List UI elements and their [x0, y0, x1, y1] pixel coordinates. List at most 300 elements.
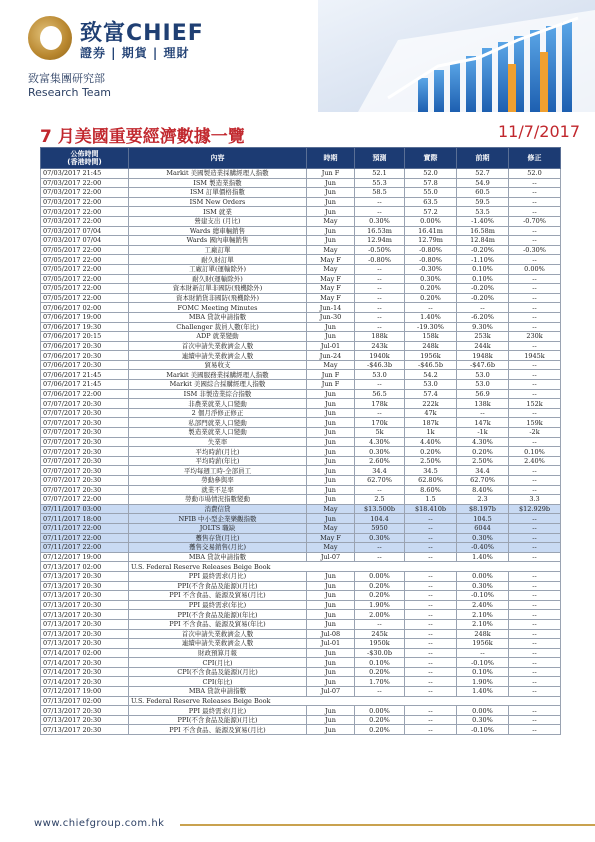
table-cell: 0.00%: [405, 216, 457, 226]
table-cell: 152k: [509, 399, 561, 409]
table-cell: 187k: [405, 418, 457, 428]
table-row: [41, 399, 561, 409]
table-cell: 07/13/2017 20:30: [41, 600, 129, 610]
table-cell: 2.50%: [457, 456, 509, 466]
table-row: [41, 389, 561, 399]
table-cell: 07/05/2017 22:00: [41, 255, 129, 265]
table-cell: 首次申請失業救濟金人數: [129, 341, 307, 351]
table-cell: --: [355, 408, 405, 418]
table-cell: 0.20%: [405, 447, 457, 457]
department-name-en: Research Team: [28, 86, 112, 99]
table-cell: May: [307, 245, 355, 255]
table-cell: PPI 最終需求(月比): [129, 706, 307, 716]
table-cell: Jun: [307, 456, 355, 466]
table-cell: Markit 美國服務業採購經理人指數: [129, 370, 307, 380]
table-cell: --: [405, 658, 457, 668]
table-cell: 0.00%: [355, 706, 405, 716]
table-cell: 07/14/2017 20:30: [41, 667, 129, 677]
table-cell: -0.80%: [405, 255, 457, 265]
table-cell: 07/06/2017 19:00: [41, 312, 129, 322]
table-cell: --: [355, 303, 405, 313]
table-cell: 07/06/2017 20:30: [41, 341, 129, 351]
table-cell: --: [509, 389, 561, 399]
table-row: [41, 312, 561, 322]
table-cell: --: [355, 293, 405, 303]
table-cell: PPI 最終需求(月比): [129, 571, 307, 581]
table-row: [41, 293, 561, 303]
economic-data-table: [40, 147, 561, 735]
table-cell: 0.20%: [355, 581, 405, 591]
table-cell: Jun: [307, 447, 355, 457]
table-cell: 07/03/2017 07/04: [41, 236, 129, 246]
table-cell: -0.30%: [405, 264, 457, 274]
table-cell: 16.41m: [405, 226, 457, 236]
table-cell: 0.30%: [457, 715, 509, 725]
table-cell: 3.3: [509, 495, 561, 505]
page-title: 7 月美國重要經濟數據一覽: [40, 127, 245, 147]
table-cell: 07/13/2017 20:30: [41, 581, 129, 591]
table-cell: Jun: [307, 677, 355, 687]
table-cell: 07/11/2017 22:00: [41, 543, 129, 553]
table-cell: PPI(不含食品及能源)(年比): [129, 610, 307, 620]
table-cell: ISM 就業: [129, 207, 307, 217]
table-cell: 62.70%: [457, 476, 509, 486]
table-cell: --: [509, 255, 561, 265]
table-cell: Jun: [307, 437, 355, 447]
table-row: [41, 533, 561, 543]
table-row: [41, 543, 561, 553]
table-cell: Jun: [307, 466, 355, 476]
table-cell: 248k: [457, 629, 509, 639]
table-cell: 222k: [405, 399, 457, 409]
table-cell: 07/13/2017 20:30: [41, 706, 129, 716]
table-row: [41, 466, 561, 476]
table-cell: --: [509, 533, 561, 543]
table-cell: -0.10%: [457, 725, 509, 735]
table-cell: 62.70%: [355, 476, 405, 486]
table-row: [41, 197, 561, 207]
header-forecast: 預測: [355, 148, 405, 169]
table-cell: May: [307, 216, 355, 226]
table-cell: 07/13/2017 20:30: [41, 571, 129, 581]
table-cell: 07/06/2017 20:30: [41, 351, 129, 361]
table-cell: --: [509, 341, 561, 351]
table-cell: -0.80%: [355, 255, 405, 265]
table-cell: 59.5: [457, 197, 509, 207]
table-cell: -19.30%: [405, 322, 457, 332]
table-cell: 07/07/2017 20:30: [41, 428, 129, 438]
table-cell: Jun: [307, 658, 355, 668]
table-cell: May F: [307, 274, 355, 284]
table-cell: --: [509, 178, 561, 188]
table-cell: Challenger 裁員人數(年比): [129, 322, 307, 332]
table-cell: 0.30%: [355, 216, 405, 226]
table-cell: --: [509, 514, 561, 524]
table-row: [41, 188, 561, 198]
report-title-bar: [40, 122, 580, 147]
table-cell: 1950k: [355, 639, 405, 649]
table-cell: PPI(不含食品及能源)(月比): [129, 715, 307, 725]
table-row: [41, 255, 561, 265]
table-cell: 07/05/2017 22:00: [41, 284, 129, 294]
table-cell: 07/13/2017 20:30: [41, 725, 129, 735]
table-cell: 0.20%: [405, 293, 457, 303]
table-cell: 製造業就業人口變動: [129, 428, 307, 438]
table-row: [41, 514, 561, 524]
table-cell: Jun: [307, 610, 355, 620]
table-cell: --: [405, 581, 457, 591]
table-cell: 230k: [509, 332, 561, 342]
table-cell: 8.40%: [457, 485, 509, 495]
table-cell: 1940k: [355, 351, 405, 361]
table-row: [41, 169, 561, 179]
table-row: [41, 610, 561, 620]
table-cell: 07/03/2017 21:45: [41, 169, 129, 179]
table-cell: --: [355, 284, 405, 294]
table-cell: -1.10%: [457, 255, 509, 265]
table-cell: Jun: [307, 648, 355, 658]
table-cell: 58.5: [355, 188, 405, 198]
table-cell: 0.20%: [355, 591, 405, 601]
table-cell: 貿易收支: [129, 360, 307, 370]
footer-url: www.chiefgroup.com.hk: [34, 818, 165, 829]
table-cell: 07/07/2017 20:30: [41, 466, 129, 476]
table-cell: 47k: [405, 408, 457, 418]
table-cell: --: [509, 226, 561, 236]
table-cell: -6.20%: [457, 312, 509, 322]
table-cell: 私部門就業人口變動: [129, 418, 307, 428]
table-cell: Jul-08: [307, 629, 355, 639]
table-cell: --: [405, 552, 457, 562]
table-cell: --: [509, 543, 561, 553]
table-cell: 53.5: [457, 207, 509, 217]
table-body: [41, 169, 561, 735]
table-row: [41, 408, 561, 418]
table-cell: 56.5: [355, 389, 405, 399]
table-cell: --: [405, 514, 457, 524]
table-cell: --: [509, 188, 561, 198]
table-cell: May: [307, 360, 355, 370]
table-cell: 07/13/2017 02:00: [41, 562, 129, 572]
table-cell: 07/06/2017 21:45: [41, 370, 129, 380]
table-row: [41, 600, 561, 610]
table-cell: 連續申請失業救濟金人數: [129, 351, 307, 361]
table-cell: Jun: [307, 236, 355, 246]
table-cell: 1.90%: [355, 600, 405, 610]
table-cell: 07/07/2017 20:30: [41, 399, 129, 409]
table-row: [41, 428, 561, 438]
table-cell: 1.90%: [457, 677, 509, 687]
table-cell: 54.2: [405, 370, 457, 380]
table-cell: 52.0: [405, 169, 457, 179]
table-cell: 158k: [405, 332, 457, 342]
table-cell: -$46.5b: [405, 360, 457, 370]
table-row: [41, 687, 561, 697]
table-cell: 4.30%: [457, 437, 509, 447]
table-cell: -1.40%: [457, 216, 509, 226]
table-cell: 1945k: [509, 351, 561, 361]
table-cell: MBA 貸款申請指數: [129, 687, 307, 697]
table-cell: --: [509, 370, 561, 380]
table-cell: 1.40%: [457, 552, 509, 562]
table-cell: May F: [307, 293, 355, 303]
table-cell: Jun-30: [307, 312, 355, 322]
table-cell: 1.40%: [457, 687, 509, 697]
table-cell: $8.197b: [457, 504, 509, 514]
table-cell: 耐久財訂單: [129, 255, 307, 265]
table-cell: --: [405, 715, 457, 725]
table-cell: 07/06/2017 02:00: [41, 303, 129, 313]
table-cell: 資本財銷貨非國防(飛機除外): [129, 293, 307, 303]
department-name-cn: 致富集團研究部: [28, 72, 105, 85]
table-cell: U.S. Federal Reserve Releases Beige Book: [129, 562, 561, 572]
table-cell: 07/07/2017 20:30: [41, 437, 129, 447]
table-cell: 5k: [355, 428, 405, 438]
table-cell: --: [355, 322, 405, 332]
table-cell: --: [509, 706, 561, 716]
table-row: [41, 667, 561, 677]
table-cell: 1.40%: [405, 312, 457, 322]
table-cell: --: [509, 236, 561, 246]
table-cell: 07/06/2017 19:30: [41, 322, 129, 332]
header-prior: 前期: [457, 148, 509, 169]
table-cell: 07/12/2017 19:00: [41, 687, 129, 697]
table-cell: JOLTS 職缺: [129, 523, 307, 533]
table-cell: -0.10%: [457, 591, 509, 601]
table-cell: 57.8: [405, 178, 457, 188]
table-cell: 34.5: [405, 466, 457, 476]
table-cell: 07/11/2017 18:00: [41, 514, 129, 524]
table-cell: 07/03/2017 22:00: [41, 178, 129, 188]
table-cell: 60.5: [457, 188, 509, 198]
header-content: 內容: [129, 148, 307, 169]
table-cell: --: [509, 207, 561, 217]
table-cell: -0.10%: [457, 658, 509, 668]
table-cell: Jun: [307, 715, 355, 725]
table-cell: 2.10%: [457, 610, 509, 620]
table-cell: 6044: [457, 523, 509, 533]
table-cell: --: [509, 648, 561, 658]
table-cell: 平均每週工時-全部員工: [129, 466, 307, 476]
table-cell: 138k: [457, 399, 509, 409]
table-cell: Jun: [307, 495, 355, 505]
table-cell: Jun: [307, 581, 355, 591]
header-release-time: [41, 148, 129, 169]
table-cell: 07/05/2017 22:00: [41, 274, 129, 284]
table-cell: 12.79m: [405, 236, 457, 246]
table-cell: PPI 不含食品、能源及貿易(月比): [129, 591, 307, 601]
table-cell: --: [509, 639, 561, 649]
table-row: [41, 658, 561, 668]
table-cell: 4.30%: [355, 437, 405, 447]
table-cell: May: [307, 543, 355, 553]
table-cell: Jun-14: [307, 303, 355, 313]
table-row: [41, 274, 561, 284]
table-cell: --: [355, 543, 405, 553]
table-cell: 0.20%: [355, 725, 405, 735]
table-cell: 147k: [457, 418, 509, 428]
table-cell: 12.94m: [355, 236, 405, 246]
table-cell: --: [509, 485, 561, 495]
table-cell: PPI(不含食品及能源)(月比): [129, 581, 307, 591]
table-cell: --: [509, 552, 561, 562]
table-row: [41, 447, 561, 457]
table-cell: 1k: [405, 428, 457, 438]
company-logo: [28, 14, 238, 64]
table-cell: 0.30%: [355, 447, 405, 457]
table-row: [41, 332, 561, 342]
table-row: [41, 696, 561, 706]
table-cell: -0.30%: [509, 245, 561, 255]
table-cell: 07/05/2017 22:00: [41, 264, 129, 274]
table-cell: --: [405, 706, 457, 716]
table-cell: 工廠訂單: [129, 245, 307, 255]
table-row: [41, 677, 561, 687]
table-cell: 勞動參與率: [129, 476, 307, 486]
table-cell: --: [509, 312, 561, 322]
table-cell: 1948k: [457, 351, 509, 361]
table-cell: 非農業就業人口變動: [129, 399, 307, 409]
table-cell: --: [509, 408, 561, 418]
table-cell: 07/06/2017 21:45: [41, 380, 129, 390]
table-cell: NFIB 中小型企業樂觀指數: [129, 514, 307, 524]
table-row: [41, 303, 561, 313]
table-cell: 53.0: [457, 380, 509, 390]
table-cell: -0.70%: [509, 216, 561, 226]
table-cell: Jun: [307, 332, 355, 342]
table-row: [41, 178, 561, 188]
table-cell: --: [355, 619, 405, 629]
table-cell: 平均時薪(年比): [129, 456, 307, 466]
table-cell: --: [509, 197, 561, 207]
table-cell: 失業率: [129, 437, 307, 447]
table-cell: May F: [307, 284, 355, 294]
table-cell: --: [457, 648, 509, 658]
table-row: [41, 351, 561, 361]
table-cell: --: [509, 380, 561, 390]
table-cell: Jun: [307, 706, 355, 716]
table-cell: 0.00%: [355, 571, 405, 581]
table-cell: 56.9: [457, 389, 509, 399]
header-revised: 修正: [509, 148, 561, 169]
table-cell: 07/13/2017 20:30: [41, 639, 129, 649]
table-cell: --: [405, 303, 457, 313]
table-cell: 63.5: [405, 197, 457, 207]
table-cell: 07/03/2017 22:00: [41, 188, 129, 198]
table-cell: --: [355, 197, 405, 207]
table-cell: 253k: [457, 332, 509, 342]
table-cell: 07/05/2017 22:00: [41, 293, 129, 303]
table-cell: 159k: [509, 418, 561, 428]
table-cell: $18.410b: [405, 504, 457, 514]
table-cell: --: [405, 667, 457, 677]
table-cell: --: [509, 466, 561, 476]
table-cell: -0.40%: [457, 543, 509, 553]
table-cell: --: [509, 610, 561, 620]
table-cell: 34.4: [457, 466, 509, 476]
table-cell: Jun F: [307, 380, 355, 390]
table-cell: 2.50%: [405, 456, 457, 466]
table-cell: 5950: [355, 523, 405, 533]
table-cell: ADP 就業變動: [129, 332, 307, 342]
table-cell: Jun: [307, 619, 355, 629]
table-cell: 55.0: [405, 188, 457, 198]
table-cell: 2.5: [355, 495, 405, 505]
table-cell: 178k: [355, 399, 405, 409]
table-cell: --: [457, 408, 509, 418]
table-cell: 07/14/2017 20:30: [41, 677, 129, 687]
table-row: [41, 639, 561, 649]
table-cell: --: [405, 639, 457, 649]
table-cell: --: [509, 667, 561, 677]
table-cell: --: [509, 523, 561, 533]
table-cell: 53.0: [405, 380, 457, 390]
table-cell: 消費信貸: [129, 504, 307, 514]
table-cell: 57.4: [405, 389, 457, 399]
table-cell: -0.20%: [457, 284, 509, 294]
table-cell: Jun: [307, 571, 355, 581]
brand-name: 致富CHIEF: [80, 21, 204, 46]
table-cell: --: [405, 610, 457, 620]
table-cell: Wards 總車輛銷售: [129, 226, 307, 236]
table-cell: 07/06/2017 20:15: [41, 332, 129, 342]
table-cell: 07/13/2017 20:30: [41, 610, 129, 620]
table-cell: 07/14/2017 02:00: [41, 648, 129, 658]
table-row: [41, 322, 561, 332]
table-row: [41, 619, 561, 629]
table-row: [41, 341, 561, 351]
table-cell: 07/11/2017 22:00: [41, 523, 129, 533]
table-cell: 07/12/2017 19:00: [41, 552, 129, 562]
table-cell: --: [509, 591, 561, 601]
table-cell: 07/11/2017 22:00: [41, 533, 129, 543]
table-cell: 財政預算月報: [129, 648, 307, 658]
table-cell: Jun: [307, 476, 355, 486]
table-cell: --: [509, 629, 561, 639]
table-cell: 資本財新訂單非國防(飛機除外): [129, 284, 307, 294]
table-cell: 耐久財(運輸除外): [129, 274, 307, 284]
table-cell: 07/03/2017 22:00: [41, 216, 129, 226]
table-row: [41, 245, 561, 255]
brand-tagline: 證券 | 期貨 | 理財: [80, 46, 190, 60]
table-cell: --: [405, 648, 457, 658]
table-cell: -1k: [457, 428, 509, 438]
table-row: [41, 207, 561, 217]
table-cell: Jun: [307, 389, 355, 399]
table-cell: 52.7: [457, 169, 509, 179]
table-cell: 首次申請失業救濟金人數: [129, 629, 307, 639]
table-cell: 工廠訂單(運輸除外): [129, 264, 307, 274]
table-cell: --: [355, 312, 405, 322]
table-cell: --: [405, 600, 457, 610]
table-cell: FOMC Meeting Minutes: [129, 303, 307, 313]
table-cell: ISM 訂單價格指數: [129, 188, 307, 198]
table-row: [41, 504, 561, 514]
table-cell: 0.30%: [457, 581, 509, 591]
table-row: [41, 629, 561, 639]
table-cell: --: [405, 629, 457, 639]
table-cell: 0.00%: [457, 706, 509, 716]
table-cell: May: [307, 504, 355, 514]
table-cell: 07/07/2017 20:30: [41, 456, 129, 466]
table-cell: 53.0: [457, 370, 509, 380]
table-cell: Jun: [307, 591, 355, 601]
table-row: [41, 485, 561, 495]
table-cell: MBA 貸款申請指數: [129, 552, 307, 562]
table-cell: --: [509, 284, 561, 294]
table-cell: -2k: [509, 428, 561, 438]
table-cell: --: [405, 619, 457, 629]
